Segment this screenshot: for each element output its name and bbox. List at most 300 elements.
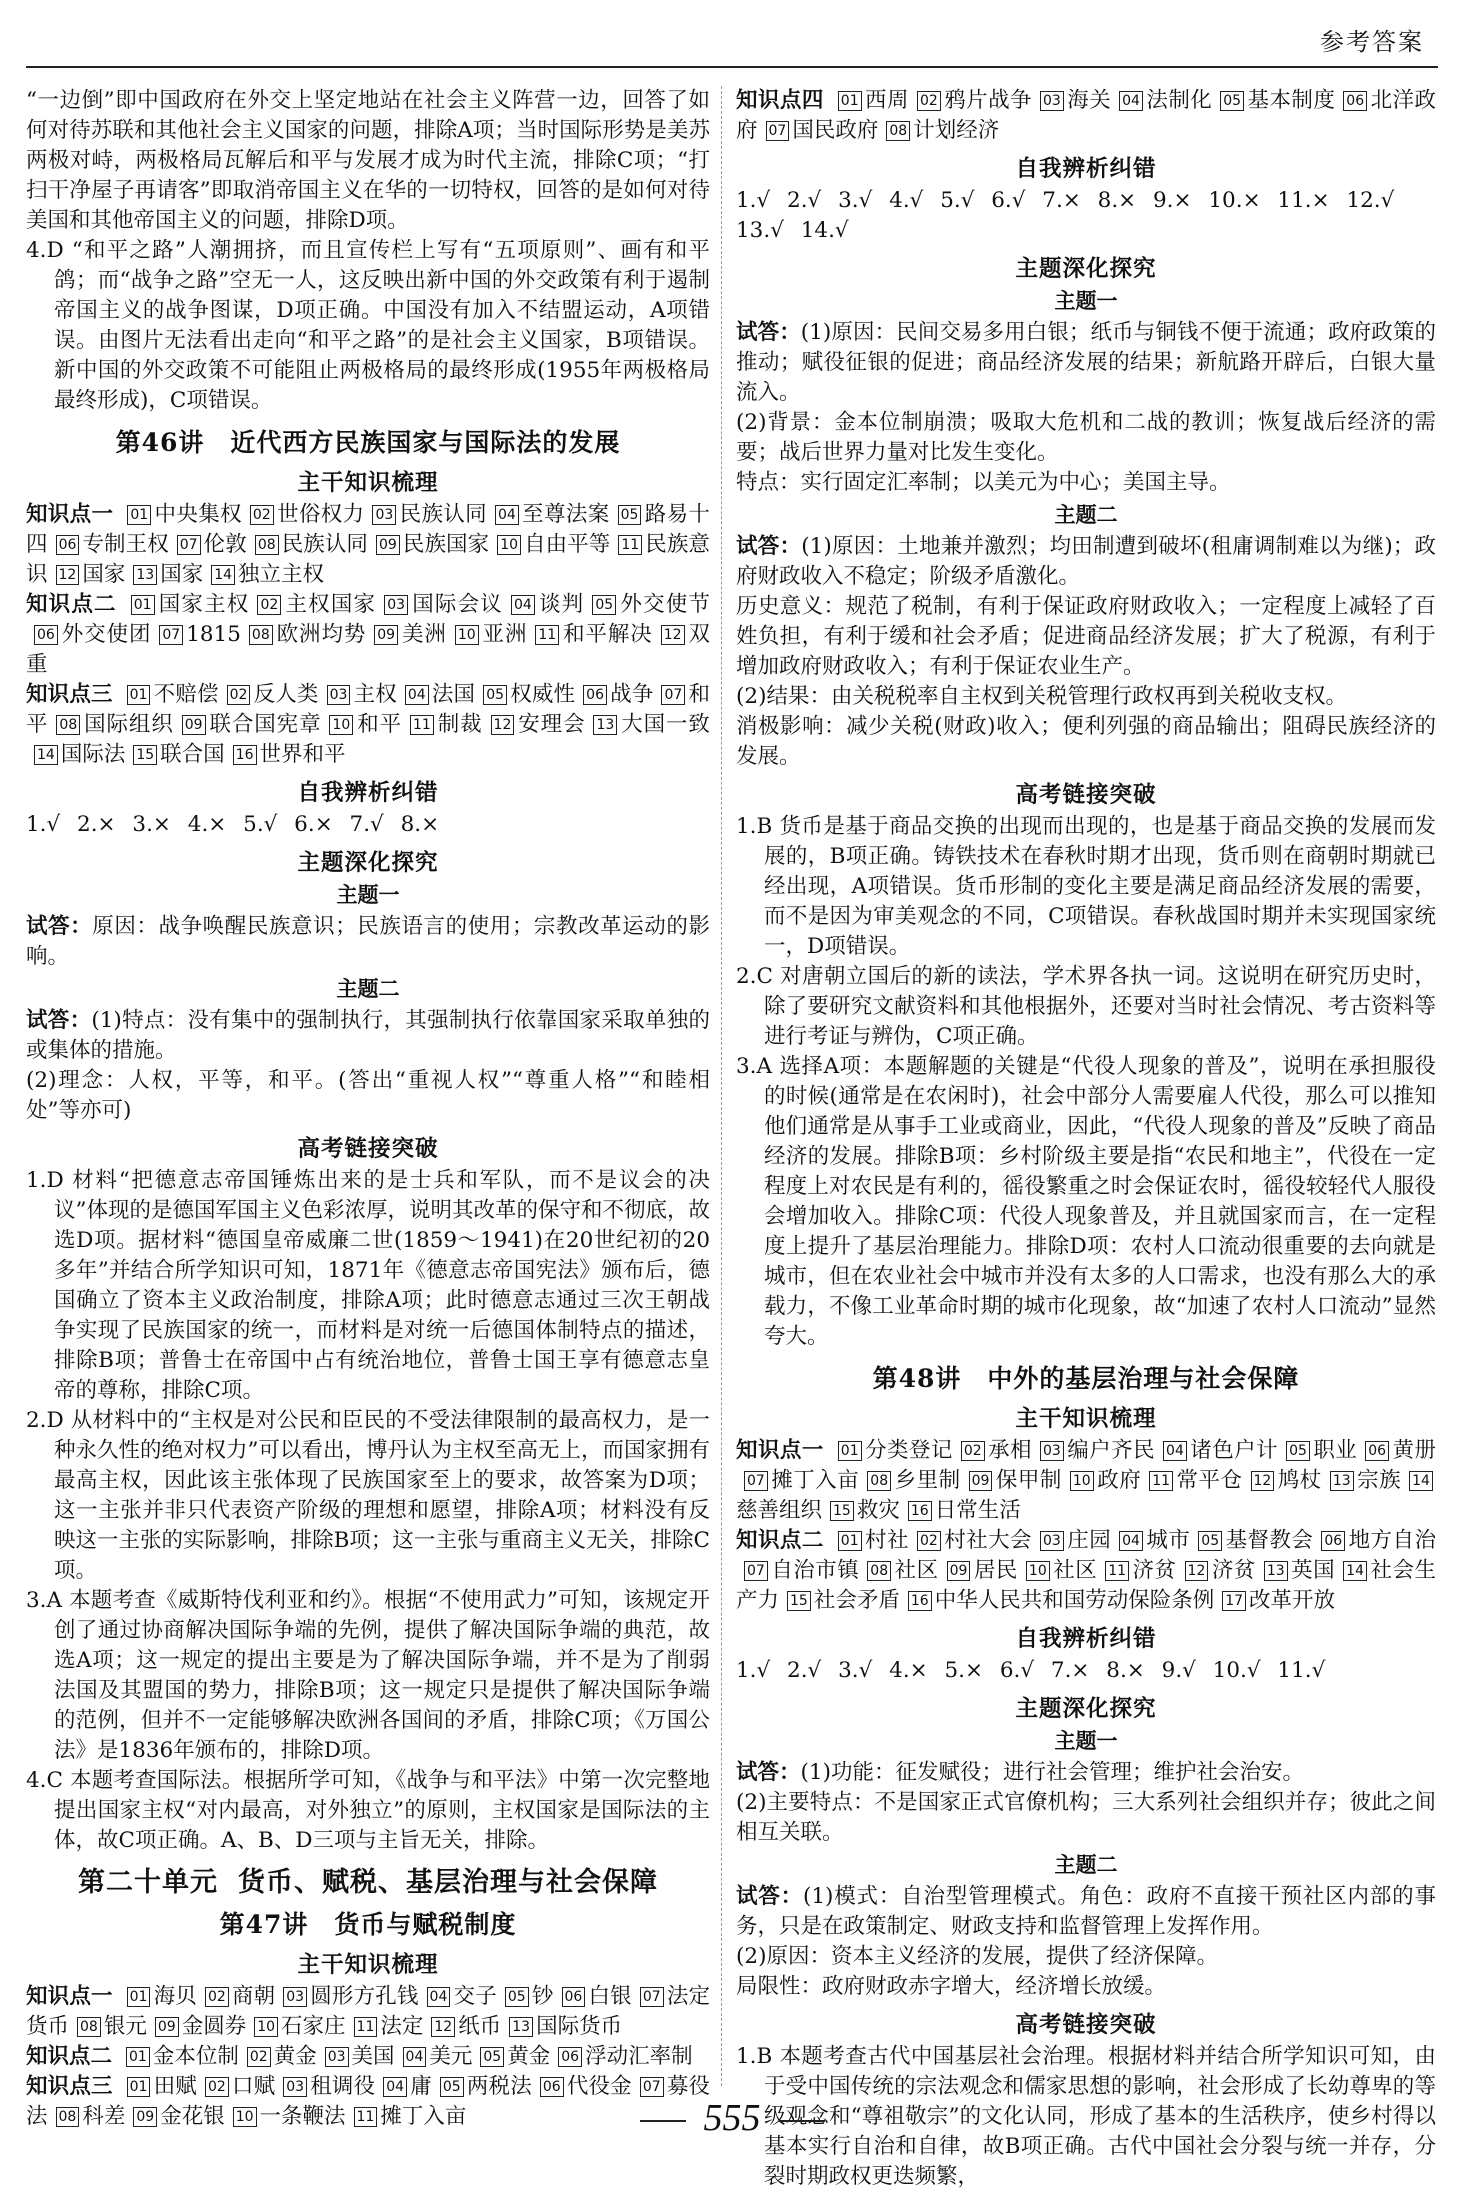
try-label: 试答： bbox=[736, 1884, 803, 1909]
blank-answer: 济贫 bbox=[1132, 1558, 1177, 1583]
blank-answer: 和平 bbox=[356, 712, 403, 737]
blank-number: 04 bbox=[1163, 1441, 1187, 1461]
blank-number: 04 bbox=[427, 1987, 451, 2007]
blank-number: 04 bbox=[405, 685, 429, 705]
blank-number: 07 bbox=[766, 121, 790, 141]
right-column bbox=[736, 86, 1436, 2189]
blank-answer: 民族认同 bbox=[399, 502, 488, 527]
blank-answer: 宗族 bbox=[1356, 1468, 1402, 1493]
blank-answer: 西周 bbox=[864, 88, 909, 113]
header-rule bbox=[26, 66, 1438, 68]
blank-number: 06 bbox=[1343, 91, 1367, 111]
blank-answer: 世俗权力 bbox=[276, 502, 365, 527]
blank-answer: 庸 bbox=[410, 2074, 432, 2099]
blank-number: 08 bbox=[867, 1471, 891, 1491]
blank-answer: 法制化 bbox=[1145, 88, 1213, 113]
blank-answer: 战争 bbox=[610, 682, 654, 707]
blank-number: 03 bbox=[1040, 1441, 1064, 1461]
exam-answer: 1.B 本题考查古代中国基层社会治理。根据材料并结合所学知识可知，由于受中国传统的宗法观念和儒家思想的影响，社会形成了长幼尊卑的等级观念和“尊祖敬宗”的文化认同，形成了基本的生活秩序，使乡村得以基本实行自治和自律，故B项正确。古代中国社会分裂与统一并存，分裂时期政权更迭频繁， bbox=[736, 2044, 1436, 2189]
blank-answer: 黄册 bbox=[1392, 1438, 1436, 1463]
blank-answer: 联合国 bbox=[160, 742, 225, 767]
blank-number: 10 bbox=[254, 2017, 278, 2037]
blank-answer: 社区 bbox=[894, 1558, 939, 1583]
blank-number: 09 bbox=[374, 625, 398, 645]
topic-answer bbox=[26, 1006, 710, 1126]
blank-number: 09 bbox=[376, 535, 400, 555]
blank-number: 04 bbox=[511, 595, 535, 615]
blank-number: 05 bbox=[1286, 1441, 1310, 1461]
blank-number: 11 bbox=[410, 715, 434, 735]
blank-answer: 银元 bbox=[103, 2014, 147, 2039]
self-check-heading: 自我辨析纠错 bbox=[297, 780, 439, 806]
topic-answer-line bbox=[736, 1788, 1436, 1848]
blank-answer: 代役金 bbox=[566, 2074, 632, 2099]
topic-answer-line bbox=[736, 1942, 1436, 1972]
blank-answer: 和平 bbox=[26, 682, 710, 737]
blank-answer: 圆形方孔钱 bbox=[310, 1984, 419, 2009]
blank-number: 07 bbox=[744, 1471, 768, 1491]
exam-heading: 高考链接突破 bbox=[1015, 782, 1157, 808]
blank-number: 10 bbox=[1070, 1471, 1094, 1491]
blank-number: 06 bbox=[1321, 1531, 1345, 1551]
blank-answer: 国际货币 bbox=[536, 2014, 623, 2039]
blank-number: 02 bbox=[205, 1987, 229, 2007]
try-label: 试答： bbox=[26, 914, 93, 939]
blank-answer: 国民政府 bbox=[792, 118, 879, 143]
topic-heading: 主题一 bbox=[336, 882, 400, 907]
blank-answer: 英国 bbox=[1290, 1558, 1336, 1583]
blank-number: 02 bbox=[961, 1441, 985, 1461]
blank-number: 01 bbox=[838, 1441, 862, 1461]
topic-answer-line bbox=[26, 1006, 710, 1066]
blank-number: 16 bbox=[233, 745, 257, 765]
blank-answer: 鸠杖 bbox=[1277, 1468, 1322, 1493]
blank-number: 07 bbox=[640, 1987, 664, 2007]
blank-number: 11 bbox=[535, 625, 559, 645]
blank-answer: 反人类 bbox=[253, 682, 319, 707]
blank-number: 05 bbox=[592, 595, 616, 615]
blank-answer: 美国 bbox=[351, 2044, 395, 2069]
exam-answer: 3.A 本题考查《威斯特伐利亚和约》。根据“不使用武力”可知，该规定开创了通过协商解决国际争端的先例，提供了解决国际争端的典范，故选A项；这一规定的提出主要是为了解决国际争端，并不是为了削弱法国及其盟国的势力，排除B项；这一规定只是提供了解决国际争端的范例，但并不一定能够解决欧洲各国间的矛盾，排除C项；《万国公法》是1836年颁布的，排除D项。 bbox=[26, 1588, 710, 1763]
topic-answer-text: (2)背景：金本位制崩溃；吸取大危机和二战的教训；恢复战后经济的需要；战后世界力量对比发生变化。 bbox=[736, 410, 1436, 465]
blank-number: 05 bbox=[1198, 1531, 1222, 1551]
blank-number: 02 bbox=[917, 1531, 941, 1551]
blank-number: 03 bbox=[325, 2047, 349, 2067]
blank-number: 17 bbox=[1222, 1591, 1246, 1611]
blank-answer: 外交使团 bbox=[60, 622, 152, 647]
topic-answer-line bbox=[26, 912, 710, 972]
blank-answer: 口赋 bbox=[231, 2074, 276, 2099]
blank-answer: 中华人民共和国劳动保险条例 bbox=[934, 1588, 1215, 1613]
blank-number: 11 bbox=[618, 535, 642, 555]
blank-answer: 民族意识 bbox=[26, 532, 710, 587]
blank-number: 10 bbox=[1026, 1561, 1050, 1581]
blank-answer: 不赔偿 bbox=[153, 682, 219, 707]
blank-answer: 两税法 bbox=[466, 2074, 532, 2099]
blank-number: 06 bbox=[34, 625, 58, 645]
blank-answer: 法定货币 bbox=[26, 1984, 710, 2039]
blank-answer: 科差 bbox=[82, 2104, 126, 2129]
topic-answer-line bbox=[736, 1972, 1436, 2002]
blank-answer: 独立主权 bbox=[238, 562, 325, 587]
blank-number: 04 bbox=[1119, 1531, 1143, 1551]
blank-answer: 承相 bbox=[987, 1438, 1032, 1463]
blank-number: 04 bbox=[403, 2047, 427, 2067]
blank-answer: 慈善组织 bbox=[736, 1498, 823, 1523]
blank-answer: 国际组织 bbox=[83, 712, 174, 737]
blank-number: 07 bbox=[159, 625, 183, 645]
blank-number: 14 bbox=[1409, 1471, 1433, 1491]
blank-number: 01 bbox=[127, 1987, 151, 2007]
try-label: 试答： bbox=[736, 320, 801, 345]
blank-answer: 国家主权 bbox=[157, 592, 250, 617]
blank-answer: 海关 bbox=[1066, 88, 1112, 113]
blank-number: 09 bbox=[182, 715, 206, 735]
try-label: 试答： bbox=[26, 1008, 92, 1033]
blank-answer: 国家 bbox=[82, 562, 126, 587]
blank-answer: 和平解决 bbox=[562, 622, 653, 647]
blank-number: 09 bbox=[155, 2017, 179, 2037]
blank-number: 10 bbox=[497, 535, 521, 555]
exam-answer: 4.C 本题考查国际法。根据所学可知，《战争与和平法》中第一次完整地提出国家主权“对内最高，对外独立”的原则，主权国家是国际法的主体，故C项正确。A、B、D三项与主旨无关，排除。 bbox=[26, 1768, 710, 1853]
blank-number: 05 bbox=[480, 2047, 504, 2067]
blank-number: 14 bbox=[34, 745, 58, 765]
blank-answer: 社区 bbox=[1052, 1558, 1098, 1583]
knowledge-point-label: 知识点三 bbox=[26, 682, 113, 707]
knowledge-point-label: 知识点二 bbox=[26, 2044, 113, 2069]
blank-answer: 村社 bbox=[864, 1528, 909, 1553]
blank-number: 11 bbox=[354, 2017, 378, 2037]
knowledge-point bbox=[736, 1436, 1436, 1526]
blank-answer: 1815 bbox=[186, 622, 241, 647]
blank-number: 09 bbox=[947, 1561, 971, 1581]
topic-answer-text: (1)模式：自治型管理模式。角色：政府不直接干预社区内部的事务，只是在政策制定、财政支持和监督管理上发挥作用。 bbox=[736, 1884, 1436, 1939]
exam-answer: 1.B 货币是基于商品交换的出现而出现的，也是基于商品交换的发展而发展的，B项正确。铸铁技术在春秋时期才出现，货币则在商朝时期就已经出现，A项错误。货币形制的变化主要是满足商品经济发展的需要，而不是因为审美观念的不同，C项错误。春秋战国时期并未实现国家统一，D项错误。 bbox=[736, 814, 1436, 959]
blank-answer: 世界和平 bbox=[259, 742, 346, 767]
blank-answer: 摊丁入亩 bbox=[770, 1468, 860, 1493]
knowledge-heading: 主干知识梳理 bbox=[297, 470, 439, 496]
topic-answer-text: (1)特点：没有集中的强制执行，其强制执行依靠国家采取单独的或集体的措施。 bbox=[26, 1008, 710, 1063]
blank-number: 09 bbox=[133, 2107, 157, 2127]
self-check-heading: 自我辨析纠错 bbox=[1015, 156, 1157, 182]
exam-heading: 高考链接突破 bbox=[297, 1136, 439, 1162]
blank-answer: 联合国宪章 bbox=[208, 712, 322, 737]
blank-number: 08 bbox=[886, 121, 910, 141]
unit-20-title: 第二十单元 货币、赋税、基层治理与社会保障 bbox=[78, 1867, 658, 1898]
blank-number: 01 bbox=[131, 595, 155, 615]
blank-number: 01 bbox=[838, 91, 862, 111]
blank-answer: 自治市镇 bbox=[770, 1558, 860, 1583]
topic-answer bbox=[736, 1758, 1436, 1848]
topic-heading: 主题二 bbox=[1054, 502, 1118, 527]
blank-number: 10 bbox=[455, 625, 479, 645]
blank-number: 11 bbox=[1149, 1471, 1173, 1491]
blank-number: 08 bbox=[56, 2107, 80, 2127]
blank-number: 13 bbox=[1264, 1561, 1288, 1581]
deep-heading: 主题深化探究 bbox=[297, 850, 439, 876]
topic-answer-text: 局限性：政府财政赤字增大，经济增长放缓。 bbox=[736, 1974, 1167, 1999]
exam-answer: 2.C 对唐朝立国后的新的读法，学术界各执一词。这说明在研究历史时，除了要研究文献资料和其他根据外，还要对当时社会情况、考古资料等进行考证与辨伪，C项正确。 bbox=[736, 964, 1436, 1049]
blank-answer: 黄金 bbox=[273, 2044, 317, 2069]
exam-answer: 2.D 从材料中的“主权是对公民和臣民的不受法律限制的最高权力，是一种永久性的绝对权力”可以看出，博丹认为主权至高无上，而国家拥有最高主权，因此该主张体现了民族国家至上的要求，故答案为D项；这一主张并非只代表资产阶级的理想和愿望，排除A项；材料没有反映这一主张的实际影响，排除B项；这一主张与重商主义无关，排除C项。 bbox=[26, 1408, 710, 1583]
self-check-answers: 1.√ 2.√ 3.√ 4.× 5.× 6.√ 7.× 8.× 9.√ 10.√ 11.√ bbox=[736, 1658, 1326, 1683]
topic-answer-text: 原因：战争唤醒民族意识；民族语言的使用；宗教改革运动的影响。 bbox=[26, 914, 710, 969]
topic-answer-line bbox=[736, 318, 1436, 408]
topic-heading: 主题一 bbox=[1054, 288, 1118, 313]
lesson-47-title: 第47讲 货币与赋税制度 bbox=[219, 1910, 517, 1939]
blank-number: 12 bbox=[661, 625, 685, 645]
blank-answer: 中央集权 bbox=[154, 502, 242, 527]
blank-answer: 至尊法案 bbox=[521, 502, 610, 527]
blank-answer: 国家 bbox=[160, 562, 204, 587]
blank-answer: 制裁 bbox=[436, 712, 483, 737]
self-check-heading: 自我辨析纠错 bbox=[1015, 1626, 1157, 1652]
knowledge-point bbox=[26, 680, 710, 770]
blank-answer: 伦敦 bbox=[203, 532, 247, 557]
blank-number: 11 bbox=[1105, 1561, 1129, 1581]
blank-number: 06 bbox=[558, 2047, 582, 2067]
blank-answer: 庄园 bbox=[1066, 1528, 1112, 1553]
topic-answer-line bbox=[736, 712, 1436, 772]
topic-answer-text: 特点：实行固定汇率制；以美元为中心；美国主导。 bbox=[736, 470, 1231, 495]
column-divider bbox=[721, 86, 722, 2086]
blank-answer: 谈判 bbox=[537, 592, 585, 617]
topic-answer-line bbox=[736, 1882, 1436, 1942]
blank-answer: 基本制度 bbox=[1247, 88, 1336, 113]
blank-answer: 钞 bbox=[531, 1984, 554, 2009]
left-column bbox=[26, 86, 710, 2129]
blank-number: 04 bbox=[495, 505, 519, 525]
self-check-answers: 1.√ 2.× 3.× 4.× 5.√ 6.× 7.√ 8.× bbox=[26, 812, 440, 837]
blank-answer: 国际会议 bbox=[411, 592, 503, 617]
blank-answer: 居民 bbox=[973, 1558, 1018, 1583]
blank-answer: 救灾 bbox=[856, 1498, 900, 1523]
blank-answer: 基督教会 bbox=[1225, 1528, 1314, 1553]
blank-number: 14 bbox=[1343, 1561, 1367, 1581]
blank-answer: 日常生活 bbox=[934, 1498, 1021, 1523]
blank-number: 12 bbox=[1185, 1561, 1209, 1581]
intro-answer-4: 4.D “和平之路”人潮拥挤，而且宣传栏上写有“五项原则”、画有和平鸽；而“战争之路”空无一人，这反映出新中国的外交政策有利于遏制帝国主义的战争图谋，D项正确。中国没有加入不结盟运动，A项错误。由图片无法看出走向“和平之路”的是社会主义国家，B项错误。新中国的外交政策不可能阻止两极格局的最终形成(1955年两极格局最终形成)，C项错误。 bbox=[26, 238, 710, 413]
blank-answer: 白银 bbox=[588, 1984, 632, 2009]
blank-answer: 募役法 bbox=[26, 2074, 710, 2129]
blank-number: 12 bbox=[491, 715, 515, 735]
blank-number: 07 bbox=[177, 535, 201, 555]
blank-answer: 北洋政府 bbox=[736, 88, 1436, 143]
blank-answer: 商朝 bbox=[231, 1984, 276, 2009]
knowledge-point-label: 知识点二 bbox=[736, 1528, 824, 1553]
topic-answer bbox=[736, 318, 1436, 498]
blank-number: 12 bbox=[1251, 1471, 1275, 1491]
blank-answer: 诸色户计 bbox=[1189, 1438, 1279, 1463]
lesson-46-title: 第46讲 近代西方民族国家与国际法的发展 bbox=[115, 428, 621, 457]
topic-answer-line bbox=[736, 468, 1436, 498]
blank-answer: 鸦片战争 bbox=[943, 88, 1032, 113]
blank-number: 12 bbox=[431, 2017, 455, 2037]
knowledge-point bbox=[26, 1982, 710, 2042]
blank-answer: 金花银 bbox=[160, 2104, 225, 2129]
blank-number: 03 bbox=[372, 505, 396, 525]
blank-answer: 社会生产力 bbox=[736, 1558, 1436, 1613]
topic-answer-text: (2)结果：由关税税率自主权到关税管理行政权再到关税收支权。 bbox=[736, 684, 1347, 709]
topic-answer-line bbox=[736, 408, 1436, 468]
knowledge-heading: 主干知识梳理 bbox=[1015, 1406, 1157, 1432]
blank-number: 07 bbox=[744, 1561, 768, 1581]
blank-answer: 金本位制 bbox=[152, 2044, 239, 2069]
blank-number: 01 bbox=[126, 2047, 150, 2067]
blank-number: 06 bbox=[56, 535, 80, 555]
blank-number: 15 bbox=[787, 1591, 811, 1611]
page-header-title: 参考答案 bbox=[1320, 28, 1424, 56]
topic-answer-text: (1)原因：土地兼并激烈；均田制遭到破坏(租庸调制难以为继)；政府财政收入不稳定；阶级矛盾激化。 bbox=[736, 534, 1436, 589]
topic-answer-line bbox=[736, 682, 1436, 712]
blank-answer: 浮动汇率制 bbox=[585, 2044, 693, 2069]
blank-answer: 欧洲均势 bbox=[275, 622, 367, 647]
blank-answer: 主权 bbox=[353, 682, 397, 707]
blank-answer: 美洲 bbox=[401, 622, 447, 647]
blank-number: 13 bbox=[593, 715, 617, 735]
blank-answer: 民族认同 bbox=[281, 532, 368, 557]
blank-number: 02 bbox=[205, 2077, 229, 2097]
topic-answer-text: 历史意义：规范了税制，有利于保证政府财政收入；一定程度上减轻了百姓负担，有利于缓和社会矛盾；促进商品经济发展；扩大了税源，有利于增加政府财政收入；有利于保证农业生产。 bbox=[736, 594, 1436, 679]
blank-number: 08 bbox=[255, 535, 279, 555]
topic-answer-text: (1)原因：民间交易多用白银；纸币与铜钱不便于流通；政府政策的推动；赋役征银的促进；商品经济发展的结果；新航路开辟后，白银大量流入。 bbox=[736, 320, 1436, 405]
blank-number: 16 bbox=[908, 1591, 932, 1611]
blank-number: 14 bbox=[211, 565, 235, 585]
blank-number: 06 bbox=[1365, 1441, 1389, 1461]
blank-answer: 亚洲 bbox=[481, 622, 528, 647]
deep-heading: 主题深化探究 bbox=[1015, 1696, 1157, 1722]
blank-number: 01 bbox=[127, 685, 151, 705]
topic-answer-text: (1)功能：征发赋役；进行社会管理；维护社会治安。 bbox=[800, 1760, 1304, 1785]
blank-answer: 主权国家 bbox=[284, 592, 377, 617]
blank-number: 10 bbox=[233, 2107, 257, 2127]
exam-answer: 1.D 材料“把德意志帝国锤炼出来的是士兵和军队，而不是议会的决议”体现的是德国军国主义色彩浓厚，说明其改革的保守和不彻底，故选D项。据材料“德国皇帝威廉二世(1859～1941)在20世纪初的20多年”并结合所学知识可知，1871年《德意志帝国宪法》颁布后，德国确立了资本主义政治制度，排除A项；此时德意志通过三次王朝战争实现了民族国家的统一，而材料是对统一后德国体制特点的描述，排除B项；普鲁士在帝国中占有统治地位，普鲁士国王享有德意志皇帝的尊称，排除C项。 bbox=[26, 1168, 710, 1403]
blank-number: 08 bbox=[56, 715, 80, 735]
blank-answer: 纸币 bbox=[458, 2014, 502, 2039]
exam-heading: 高考链接突破 bbox=[1015, 2012, 1157, 2038]
blank-number: 08 bbox=[249, 625, 273, 645]
topic-answer-line bbox=[26, 1066, 710, 1126]
blank-number: 02 bbox=[257, 595, 281, 615]
blank-answer: 政府 bbox=[1096, 1468, 1142, 1493]
blank-number: 04 bbox=[383, 2077, 407, 2097]
blank-answer: 职业 bbox=[1312, 1438, 1358, 1463]
blank-number: 03 bbox=[384, 595, 408, 615]
blank-answer: 计划经济 bbox=[913, 118, 1000, 143]
blank-number: 06 bbox=[540, 2077, 564, 2097]
knowledge-point bbox=[736, 86, 1436, 146]
blank-number: 01 bbox=[838, 1531, 862, 1551]
blank-answer: 交子 bbox=[453, 1984, 497, 2009]
blank-answer: 济贫 bbox=[1211, 1558, 1256, 1583]
topic-answer-text: (2)理念：人权，平等，和平。(答出“重视人权”“尊重人格”“和睦相处”等亦可) bbox=[26, 1068, 710, 1123]
blank-answer: 自由平等 bbox=[524, 532, 611, 557]
blank-number: 03 bbox=[1040, 91, 1064, 111]
deep-heading: 主题深化探究 bbox=[1015, 256, 1157, 282]
blank-answer: 黄金 bbox=[507, 2044, 551, 2069]
blank-answer: 安理会 bbox=[517, 712, 586, 737]
blank-answer: 地方自治 bbox=[1348, 1528, 1436, 1553]
topic-answer-text: (2)主要特点：不是国家正式官僚机构；三大系列社会组织并存；彼此之间相互关联。 bbox=[736, 1790, 1436, 1845]
self-check-answers: 1.√ 2.√ 3.√ 4.√ 5.√ 6.√ 7.× 8.× 9.× 10.× 11.× 12.√ 13.√ 14.√ bbox=[736, 188, 1395, 243]
try-label: 试答： bbox=[736, 1760, 801, 1785]
blank-answer: 摊丁入亩 bbox=[380, 2104, 467, 2129]
blank-number: 06 bbox=[562, 1987, 586, 2007]
topic-answer-text: 消极影响：减少关税(财政)收入；便利列强的商品输出；阻碍民族经济的发展。 bbox=[736, 714, 1436, 769]
exam-answer: 3.A 选择A项：本题解题的关键是“代役人现象的普及”，说明在承担服役的时候(通常是在农闲时)，社会中部分人需要雇人代役，那么可以推知他们通常是从事手工业或商业，因此，“代役人现象的普及”反映了商品经济的发展。排除B项：乡村阶级主要是指“农民和地主”，代役在一定程度上对农民是有利的，徭役繁重之时会保证农时，徭役较轻代人服役会增加收入。排除C项：代役人现象普及，并且就国家而言，在一定程度上提升了基层治理能力。排除D项：农村人口流动很重要的去向就是城市，但在农业社会中城市并没有太多的人口需求，也没有那么大的承载力，不像工业革命时期的城市化现象，故“加速了农村人口流动”显然夸大。 bbox=[736, 1054, 1436, 1349]
blank-answer: 分类登记 bbox=[864, 1438, 953, 1463]
blank-answer: 路易十四 bbox=[26, 502, 710, 557]
blank-answer: 一条鞭法 bbox=[259, 2104, 346, 2129]
blank-number: 02 bbox=[250, 505, 274, 525]
blank-number: 05 bbox=[618, 505, 642, 525]
blank-number: 02 bbox=[917, 91, 941, 111]
blank-number: 15 bbox=[830, 1501, 854, 1521]
blank-number: 08 bbox=[867, 1561, 891, 1581]
blank-number: 03 bbox=[1040, 1531, 1064, 1551]
blank-number: 02 bbox=[247, 2047, 271, 2067]
blank-number: 01 bbox=[127, 2077, 151, 2097]
blank-number: 13 bbox=[133, 565, 157, 585]
blank-answer: 美元 bbox=[429, 2044, 473, 2069]
blank-answer: 村社大会 bbox=[943, 1528, 1032, 1553]
knowledge-point-label: 知识点二 bbox=[26, 592, 117, 617]
blank-answer: 城市 bbox=[1145, 1528, 1191, 1553]
lesson-48-title: 第48讲 中外的基层治理与社会保障 bbox=[872, 1364, 1300, 1393]
blank-answer: 石家庄 bbox=[281, 2014, 346, 2039]
blank-answer: 社会矛盾 bbox=[813, 1588, 900, 1613]
knowledge-point-label: 知识点四 bbox=[736, 88, 824, 113]
blank-answer: 民族国家 bbox=[402, 532, 490, 557]
knowledge-point-label: 知识点一 bbox=[736, 1438, 824, 1463]
page-number: 555 bbox=[0, 2096, 1464, 2140]
topic-answer-text: (2)原因：资本主义经济的发展，提供了经济保障。 bbox=[736, 1944, 1218, 1969]
topic-heading: 主题一 bbox=[1054, 1728, 1118, 1753]
blank-number: 03 bbox=[283, 1987, 307, 2007]
topic-heading: 主题二 bbox=[1054, 1852, 1118, 1877]
blank-number: 06 bbox=[583, 685, 607, 705]
blank-number: 09 bbox=[969, 1471, 993, 1491]
blank-answer: 编户齐民 bbox=[1066, 1438, 1156, 1463]
blank-answer: 常平仓 bbox=[1176, 1468, 1243, 1493]
blank-answer: 改革开放 bbox=[1249, 1588, 1336, 1613]
blank-answer: 乡里制 bbox=[894, 1468, 961, 1493]
blank-answer: 外交使节 bbox=[619, 592, 710, 617]
topic-answer-line bbox=[736, 592, 1436, 682]
intro-paragraph: “一边倒”即中国政府在外交上坚定地站在社会主义阵营一边，回答了如何对待苏联和其他社会主义国家的问题，排除A项；当时国际形势是美苏两极对峙，两极格局瓦解后和平与发展才成为时代主流，排除C项；“打扫干净屋子再请客”即取消帝国主义在华的一切特权，回答的是如何对待美国和其他帝国主义的问题，排除D项。 bbox=[26, 88, 710, 233]
blank-answer: 国际法 bbox=[60, 742, 126, 767]
blank-number: 03 bbox=[283, 2077, 307, 2097]
blank-answer: 租调役 bbox=[310, 2074, 376, 2099]
topic-answer bbox=[26, 912, 710, 972]
blank-number: 02 bbox=[227, 685, 251, 705]
topic-answer bbox=[736, 1882, 1436, 2002]
try-label: 试答： bbox=[736, 534, 802, 559]
blank-answer: 双重 bbox=[26, 622, 710, 677]
blank-answer: 金圆券 bbox=[181, 2014, 247, 2039]
knowledge-heading: 主干知识梳理 bbox=[297, 1952, 439, 1978]
blank-number: 07 bbox=[661, 685, 685, 705]
blank-number: 05 bbox=[440, 2077, 464, 2097]
blank-number: 11 bbox=[354, 2107, 378, 2127]
blank-answer: 田赋 bbox=[153, 2074, 197, 2099]
blank-answer: 权威性 bbox=[510, 682, 576, 707]
blank-number: 04 bbox=[1119, 91, 1143, 111]
knowledge-point bbox=[736, 1526, 1436, 1616]
blank-number: 16 bbox=[908, 1501, 932, 1521]
blank-answer: 法国 bbox=[431, 682, 476, 707]
blank-number: 05 bbox=[483, 685, 507, 705]
